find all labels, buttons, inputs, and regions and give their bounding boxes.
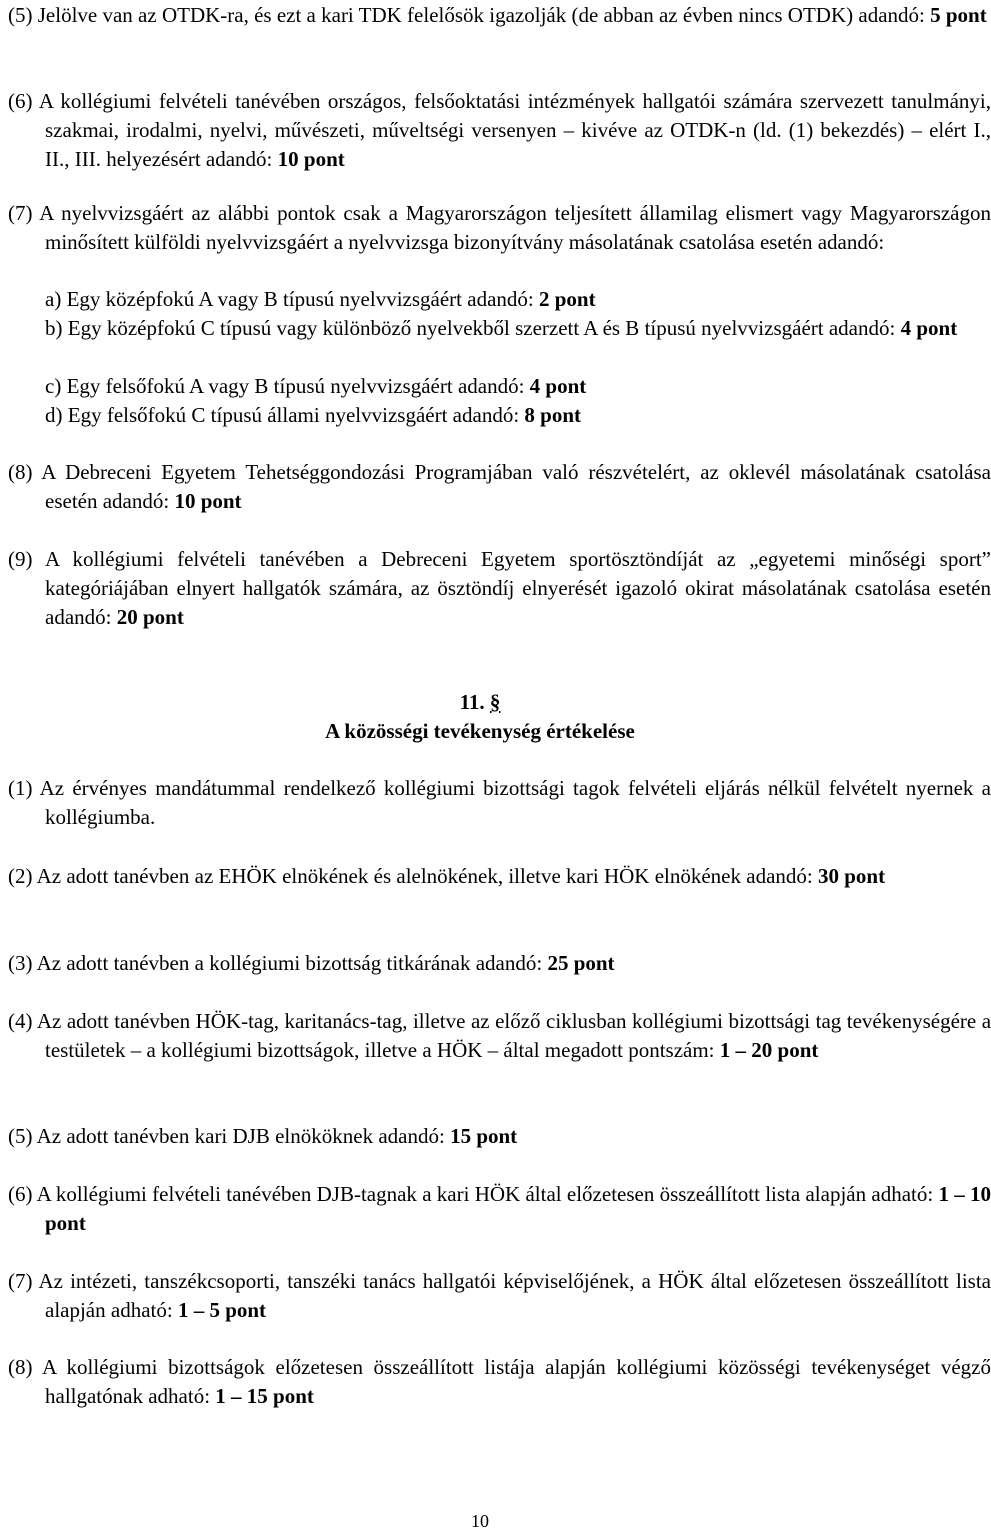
section-title: A közösségi tevékenység értékelése [325,719,635,743]
paragraph-5 [8,1,991,30]
paragraph-9 [8,545,991,632]
paragraph-text: Az érvényes mandátummal rendelkező kollégiumi bizottsági tagok felvételi eljárás nélkül felvételt nyernek a kollégiumba. [39,776,991,829]
paragraph-number: (9) [8,547,33,571]
paragraph-number: (1) [8,776,33,800]
paragraph-number: (6) [8,89,33,113]
sub-item-text: Egy felsőfokú C típusú állami nyelvvizsgáért adandó: [67,403,525,427]
points-value: 8 pont [524,403,582,427]
paragraph-number: (5) [8,3,33,27]
section-paragraph-2 [8,862,991,891]
paragraph-6 [8,87,991,174]
section-paragraph-8 [8,1353,991,1411]
paragraph-number: (7) [8,201,33,225]
paragraph-number: (8) [8,460,33,484]
points-value: 4 pont [900,316,958,340]
section-paragraph-5 [8,1122,991,1151]
paragraph-text: A kollégiumi bizottságok előzetesen összeállított listája alapján kollégiumi közösségi tevékenységet végző hallgatónak adható: [41,1355,991,1408]
paragraph-text: Az adott tanévben a kollégiumi bizottság titkárának adandó: [36,951,548,975]
paragraph-text: Az intézeti, tanszékcsoporti, tanszéki tanács hallgatói képviselőjének, a HÖK által előzetesen összeállított lista alapján adható: [38,1269,991,1322]
section-paragraph-7 [8,1267,991,1325]
paragraph-text: Az adott tanévben HÖK-tag, karitanács-tag, illetve az előző ciklusban kollégiumi bizottsági tag tevékenységére a testületek – a kollégiumi bizottságok, illetve a HÖK – által megadott pontszám: [36,1009,991,1062]
sub-item-text: Egy középfokú A vagy B típusú nyelvvizsgáért adandó: [66,287,539,311]
paragraph-number: (5) [8,1124,33,1148]
section-paragraph-1 [8,774,991,832]
points-value: 1 – 20 pont [719,1038,819,1062]
sub-item-text: Egy felsőfokú A vagy B típusú nyelvvizsgáért adandó: [66,374,530,398]
section-number [0,688,960,717]
sub-item-d [45,401,985,430]
sub-item-b [45,314,985,343]
page-number: 10 [471,1511,489,1531]
paragraph-text: A nyelvvizsgáért az alábbi pontok csak a Magyarországon teljesített államilag elismert vagy Magyarországon minősített külföldi nyelvvizsgáért a nyelvvizsga bizonyítvány másolatának csatolása esetén adandó: [39,201,991,254]
points-value: 10 pont [277,147,345,171]
points-value: 1 – 15 pont [215,1384,314,1408]
paragraph-number: (3) [8,951,33,975]
sub-item-label: c) [45,374,62,398]
points-value: 1 – 10 pont [45,1182,991,1235]
section-symbol: § [489,690,501,714]
sub-item-label: b) [45,316,63,340]
paragraph-number: (7) [8,1269,33,1293]
points-value: 10 pont [174,489,242,513]
paragraph-text: A Debreceni Egyetem Tehetséggondozási Programjában való részvételért, az oklevél másolatának csatolása esetén adandó: [41,460,991,513]
paragraph-text: A kollégiumi felvételi tanévében országos, felsőoktatási intézmények hallgatói számára szervezett tanulmányi, szakmai, irodalmi, nyelvi, művészeti, műveltségi versenyen – kivéve az OTDK-n (ld. (1) bekezdés) – elért I., II., III. helyezésért adandó: [38,89,991,171]
paragraph-text: A kollégiumi felvételi tanévében a Debreceni Egyetem sportösztöndíját az „egyetemi minőségi sport” kategóriájában elnyert hallgatók számára, az ösztöndíj elnyerését igazoló okirat másolatának csatolása esetén adandó: [44,547,991,629]
points-value: 5 pont [930,3,987,27]
paragraph-text: A kollégiumi felvételi tanévében DJB-tagnak a kari HÖK által előzetesen összeállított lista alapján adható: [36,1182,939,1206]
sub-item-text: Egy középfokú C típusú vagy különböző nyelvekből szerzett A és B típusú nyelvvizsgáért adandó: [67,316,901,340]
points-value: 1 – 5 pont [177,1298,267,1322]
points-value: 4 pont [529,374,587,398]
sub-item-a [45,285,985,314]
paragraph-number: (2) [8,864,33,888]
points-value: 20 pont [116,605,184,629]
points-value: 25 pont [547,951,615,975]
section-paragraph-4 [8,1007,991,1065]
paragraph-text: Az adott tanévben kari DJB elnököknek adandó: [36,1124,451,1148]
paragraph-number: (6) [8,1182,33,1206]
paragraph-number: (8) [8,1355,33,1379]
sub-item-label: a) [45,287,62,311]
points-value: 30 pont [817,864,886,888]
sub-item-c [45,372,985,401]
sub-item-label: d) [45,403,63,427]
section-paragraph-3 [8,949,991,978]
paragraph-8 [8,458,991,516]
paragraph-text: Jelölve van az OTDK-ra, és ezt a kari TDK felelősök igazolják (de abban az évben nincs OTDK) adandó: [37,3,931,27]
paragraph-text: Az adott tanévben az EHÖK elnökének és alelnökének, illetve kari HÖK elnökének adandó: [36,864,818,888]
section-number-text: 11. [459,690,485,714]
paragraph-number: (4) [8,1009,33,1033]
points-value: 2 pont [539,287,596,311]
section-paragraph-6 [8,1180,991,1238]
points-value: 15 pont [450,1124,518,1148]
paragraph-7 [8,199,991,257]
